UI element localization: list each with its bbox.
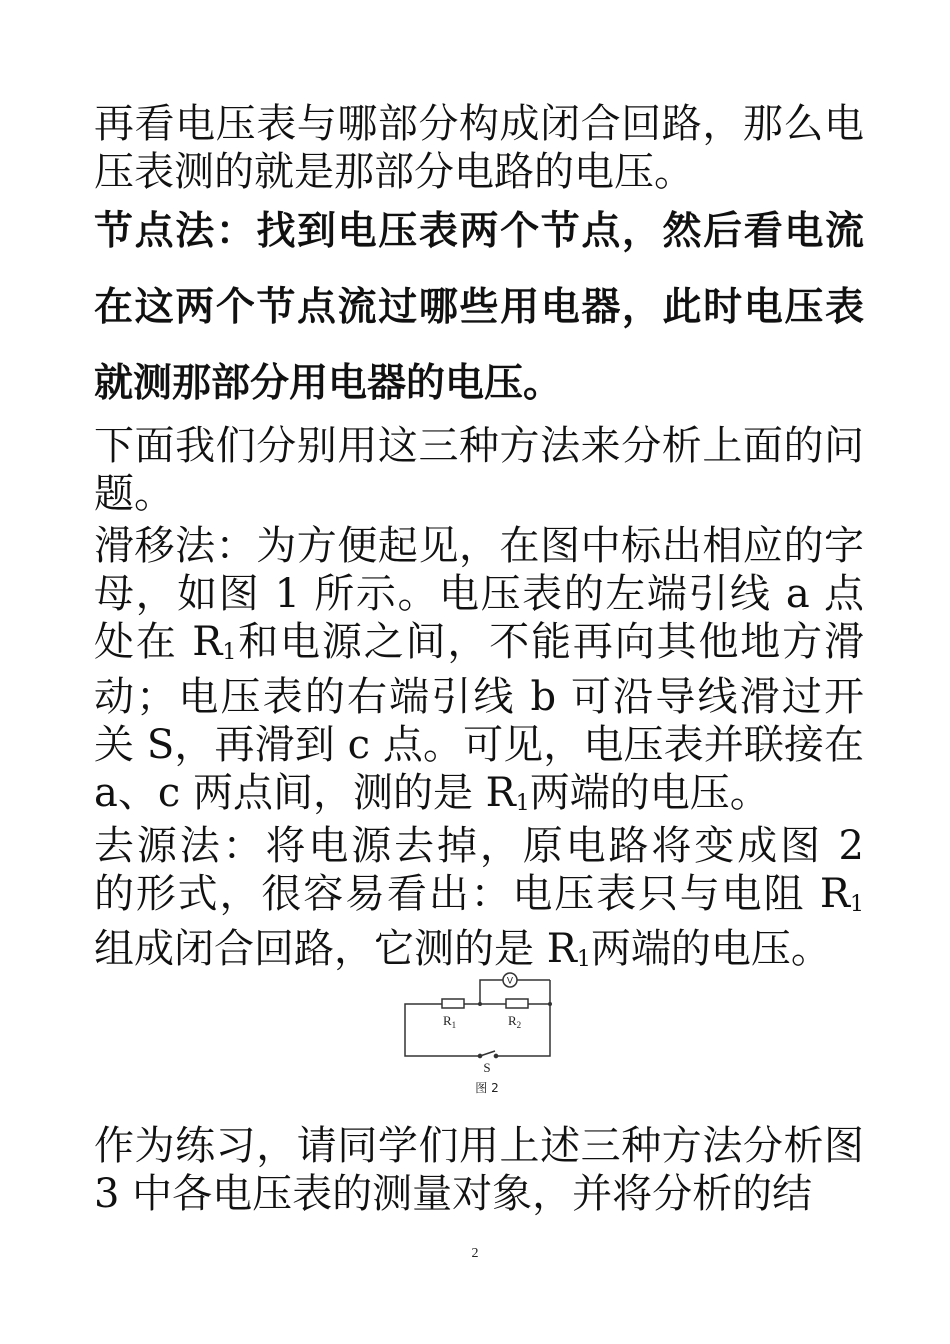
r2-label: $R_2$ — [508, 1013, 522, 1030]
paragraph-node-method: 节点法：找到电压表两个节点，然后看电流在这两个节点流过哪些用电器，此时电压表就测那部分用电器的电压。 — [94, 209, 864, 406]
r1-label: $R_1$ — [443, 1013, 457, 1030]
paragraph-loop-method: 再看电压表与哪部分构成闭合回路，那么电压表测的就是那部分电路的电压。 — [94, 101, 864, 195]
switch-label: S — [483, 1060, 491, 1075]
voltmeter-wire — [480, 980, 503, 1004]
voltmeter-label: V — [506, 976, 514, 987]
resistor-r2 — [506, 999, 528, 1008]
paragraph-remove-source-method: 去源法：将电源去掉，原电路将变成图 2 的形式，很容易看出：电压表只与电阻 $R_1$组成闭合回路，它测的是 $R_1$两端的电压。 — [94, 823, 864, 972]
wire-left — [405, 1004, 480, 1056]
circuit-figure-2 — [398, 968, 558, 1100]
figure-caption: 图 2 — [475, 1081, 499, 1095]
paragraph-exercise: 作为练习，请同学们用上述三种方法分析图 3 中各电压表的测量对象，并将分析的结 — [94, 1123, 864, 1217]
paragraph-slide-method: 滑移法：为方便起见，在图中标出相应的字母，如图 1 所示。电压表的左端引线 a 点处在 $R_1$和电源之间，不能再向其他地方滑动；电压表的右端引线 b 可沿导线滑过开关 S，再滑到 c 点。可见，电压表并联接在 a、c 两点间，测的是 $R_1$两端的电压。 — [94, 523, 864, 816]
wire-right — [496, 1004, 550, 1056]
paragraph-intro: 下面我们分别用这三种方法来分析上面的问题。 — [94, 423, 864, 517]
resistor-r1 — [442, 999, 464, 1008]
page-number: 2 — [471, 1246, 479, 1261]
switch-blade — [480, 1051, 495, 1056]
